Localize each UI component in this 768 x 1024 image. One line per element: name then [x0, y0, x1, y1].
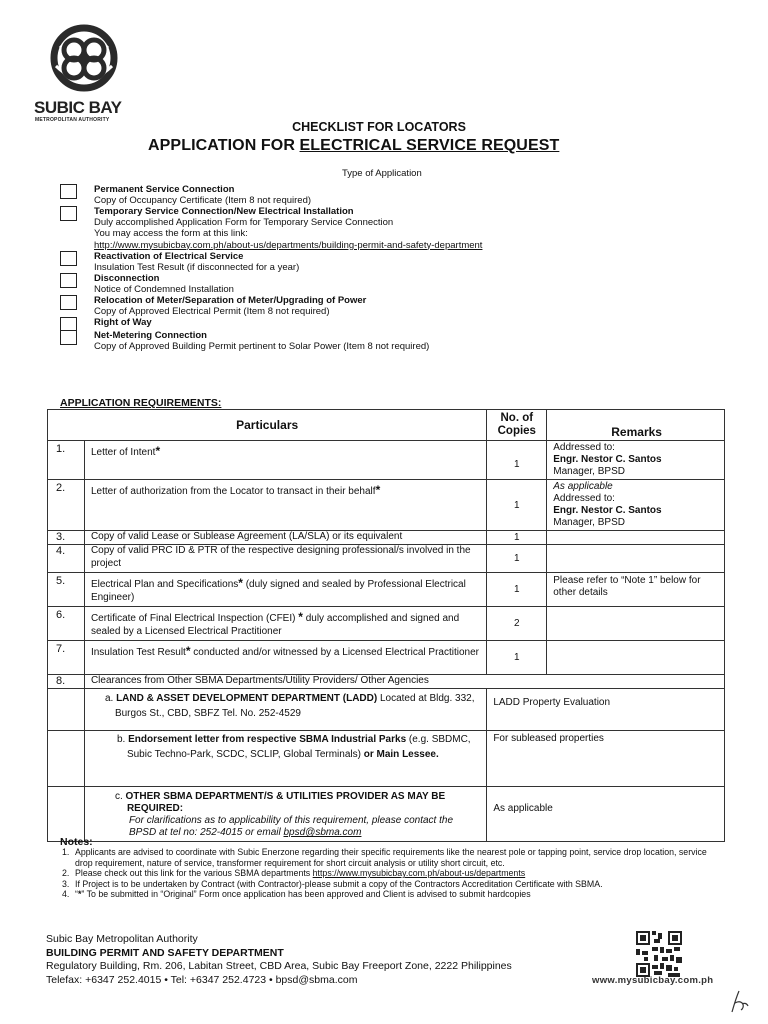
requirements-heading: APPLICATION REQUIREMENTS: — [60, 397, 222, 409]
col-remarks: Remarks — [547, 410, 725, 441]
checkbox[interactable] — [60, 330, 77, 345]
departments-link[interactable]: https://www.mysubicbay.com.ph/about-us/departments — [312, 868, 526, 879]
application-type-item: Disconnection Notice of Condemned Installation — [60, 273, 720, 295]
document-title: APPLICATION FOR ELECTRICAL SERVICE REQUEST — [148, 137, 560, 154]
application-type-item: Relocation of Meter/Separation of Meter/Upgrading of Power Copy of Approved Electrical Permit (Item 8 not required) — [60, 295, 720, 317]
table-row: 8. Clearances from Other SBMA Departments/Utility Providers/ Other Agencies — [48, 675, 725, 689]
table-header-row — [48, 410, 725, 441]
table-row: b. Endorsement letter from respective SBMA Industrial Parks (e.g. SBDMC, Subic Techno-Park, SCDC, SCLIP, Global Terminals) or Main Lessee. For subleased properties — [48, 731, 725, 787]
sbma-logo — [34, 18, 134, 130]
table-row: 3. Copy of valid Lease or Sublease Agreement (LA/SLA) or its equivalent 1 — [48, 531, 725, 545]
table-row: 7. Insulation Test Result* conducted and/or witnessed by a Licensed Electrical Practitioner 1 — [48, 641, 725, 675]
table-row: 4. Copy of valid PRC ID & PTR of the respective designing professional/s involved in the project 1 — [48, 545, 725, 573]
table-row: 6. Certificate of Final Electrical Inspection (CFEI) * duly accomplished and signed and sealed by a Licensed Electrical Practitioner 2 — [48, 607, 725, 641]
checkbox[interactable] — [60, 251, 77, 266]
requirements-table — [47, 409, 725, 842]
checklist-heading: CHECKLIST FOR LOCATORS — [292, 120, 466, 134]
note-item: 1. Applicants are advised to coordinate with Subic Enerzone regarding their specific requirements like the nearest pole or tapping point, service drop location, service drop requirement, nature of service, transformer requirement for short circuit analysis or utility short circuit, etc. — [62, 847, 707, 868]
bpsd-email-link[interactable]: bpsd@sbma.com — [283, 827, 362, 838]
logo-name: SUBIC BAY — [34, 98, 122, 117]
bpsd-form-link[interactable]: http://www.mysubicbay.com.ph/about-us/departments/building-permit-and-safety-department — [94, 239, 483, 251]
sbma-emblem-icon — [40, 18, 128, 98]
notes-section: Notes: 1. Applicants are advised to coordinate with Subic Enerzone regarding their specific requirements like the nearest pole or tapping point, service drop location, service drop requirement, nature of service, transformer requirement for short circuit analysis or utility short circuit, etc. 2. Please check out this link for the various SBMA departments https://www.mysubicbay.com.ph/about-us/departments 3. If Project is to be undertaken by Contract (with Contractor)-please submit a copy of the Contractors Accreditation Certificate with SBMA. 4. “*” To be submitted in “Original” Form once application has been approved and Client is advised to submit hardcopies — [62, 837, 712, 899]
checkbox[interactable] — [60, 295, 77, 310]
table-row: 5. Electrical Plan and Specifications* (duly signed and sealed by Professional Electrical Engineer) 1 Please refer to “Note 1” below for other details — [48, 573, 725, 607]
checkbox[interactable] — [60, 184, 77, 199]
col-particulars: Particulars — [48, 410, 487, 441]
table-row: a. LAND & ASSET DEVELOPMENT DEPARTMENT (LADD) Located at Bldg. 332, Burgos St., CBD, SBFZ Tel. No. 252-4529 LADD Property Evaluation — [48, 689, 725, 731]
note-item: 2. Please check out this link for the various SBMA departments https://www.mysubicbay.com.ph/about-us/departments — [62, 868, 526, 879]
application-type-item: Right of Way — [60, 317, 720, 330]
table-row: 2. Letter of authorization from the Locator to transact in their behalf* 1 As applicable Addressed to: Engr. Nestor C. Santos Manager, BPSD — [48, 480, 725, 531]
website-url[interactable]: www.mysubicbay.com.ph — [592, 975, 714, 986]
footer — [46, 933, 512, 987]
footer-org: Subic Bay Metropolitan Authority — [46, 933, 198, 945]
checkbox[interactable] — [60, 206, 77, 221]
application-type-item: Temporary Service Connection/New Electrical Installation Duly accomplished Application Form for Temporary Service Connection You may access the form at this link: http://www.mysubicbay.com.ph/about-us/departments/building-permit-and-safety-department — [60, 206, 720, 251]
application-type-list — [60, 184, 720, 352]
application-type-item: Reactivation of Electrical Service Insulation Test Result (if disconnected for a year) — [60, 251, 720, 273]
qr-code-icon — [636, 931, 682, 977]
logo-subtitle: METROPOLITAN AUTHORITY — [35, 117, 110, 123]
table-row: c. OTHER SBMA DEPARTMENT/S & UTILITIES PROVIDER AS MAY BE REQUIRED: For clarifications as to applicability of this requirement, please contact the BPSD at tel no: 252-4015 or email bpsd@sbma.com As applicable — [48, 787, 725, 842]
application-type-item: Permanent Service Connection Copy of Occupancy Certificate (Item 8 not required) — [60, 184, 720, 206]
col-copies: No. of Copies — [487, 410, 547, 441]
type-of-application-label: Type of Application — [342, 168, 422, 179]
note-item: 4. “*” To be submitted in “Original” Form once application has been approved and Client is advised to submit hardcopies — [62, 889, 531, 900]
table-row: 1. Letter of Intent* 1 Addressed to: Engr. Nestor C. Santos Manager, BPSD — [48, 441, 725, 480]
footer-address: Regulatory Building, Rm. 206, Labitan Street, CBD Area, Subic Bay Freeport Zone, 2222 Philippines — [46, 960, 512, 972]
application-type-item: Net-Metering Connection Copy of Approved Building Permit pertinent to Solar Power (Item 8 not required) — [60, 330, 720, 352]
footer-contact: Telefax: +6347 252.4015 • Tel: +6347 252.4723 • bpsd@sbma.com — [46, 973, 358, 986]
initials-signature-icon — [726, 988, 750, 1014]
footer-dept: BUILDING PERMIT AND SAFETY DEPARTMENT — [46, 946, 284, 959]
note-item: 3. If Project is to be undertaken by Contract (with Contractor)-please submit a copy of the Contractors Accreditation Certificate with SBMA. — [62, 878, 603, 889]
checkbox[interactable] — [60, 273, 77, 288]
